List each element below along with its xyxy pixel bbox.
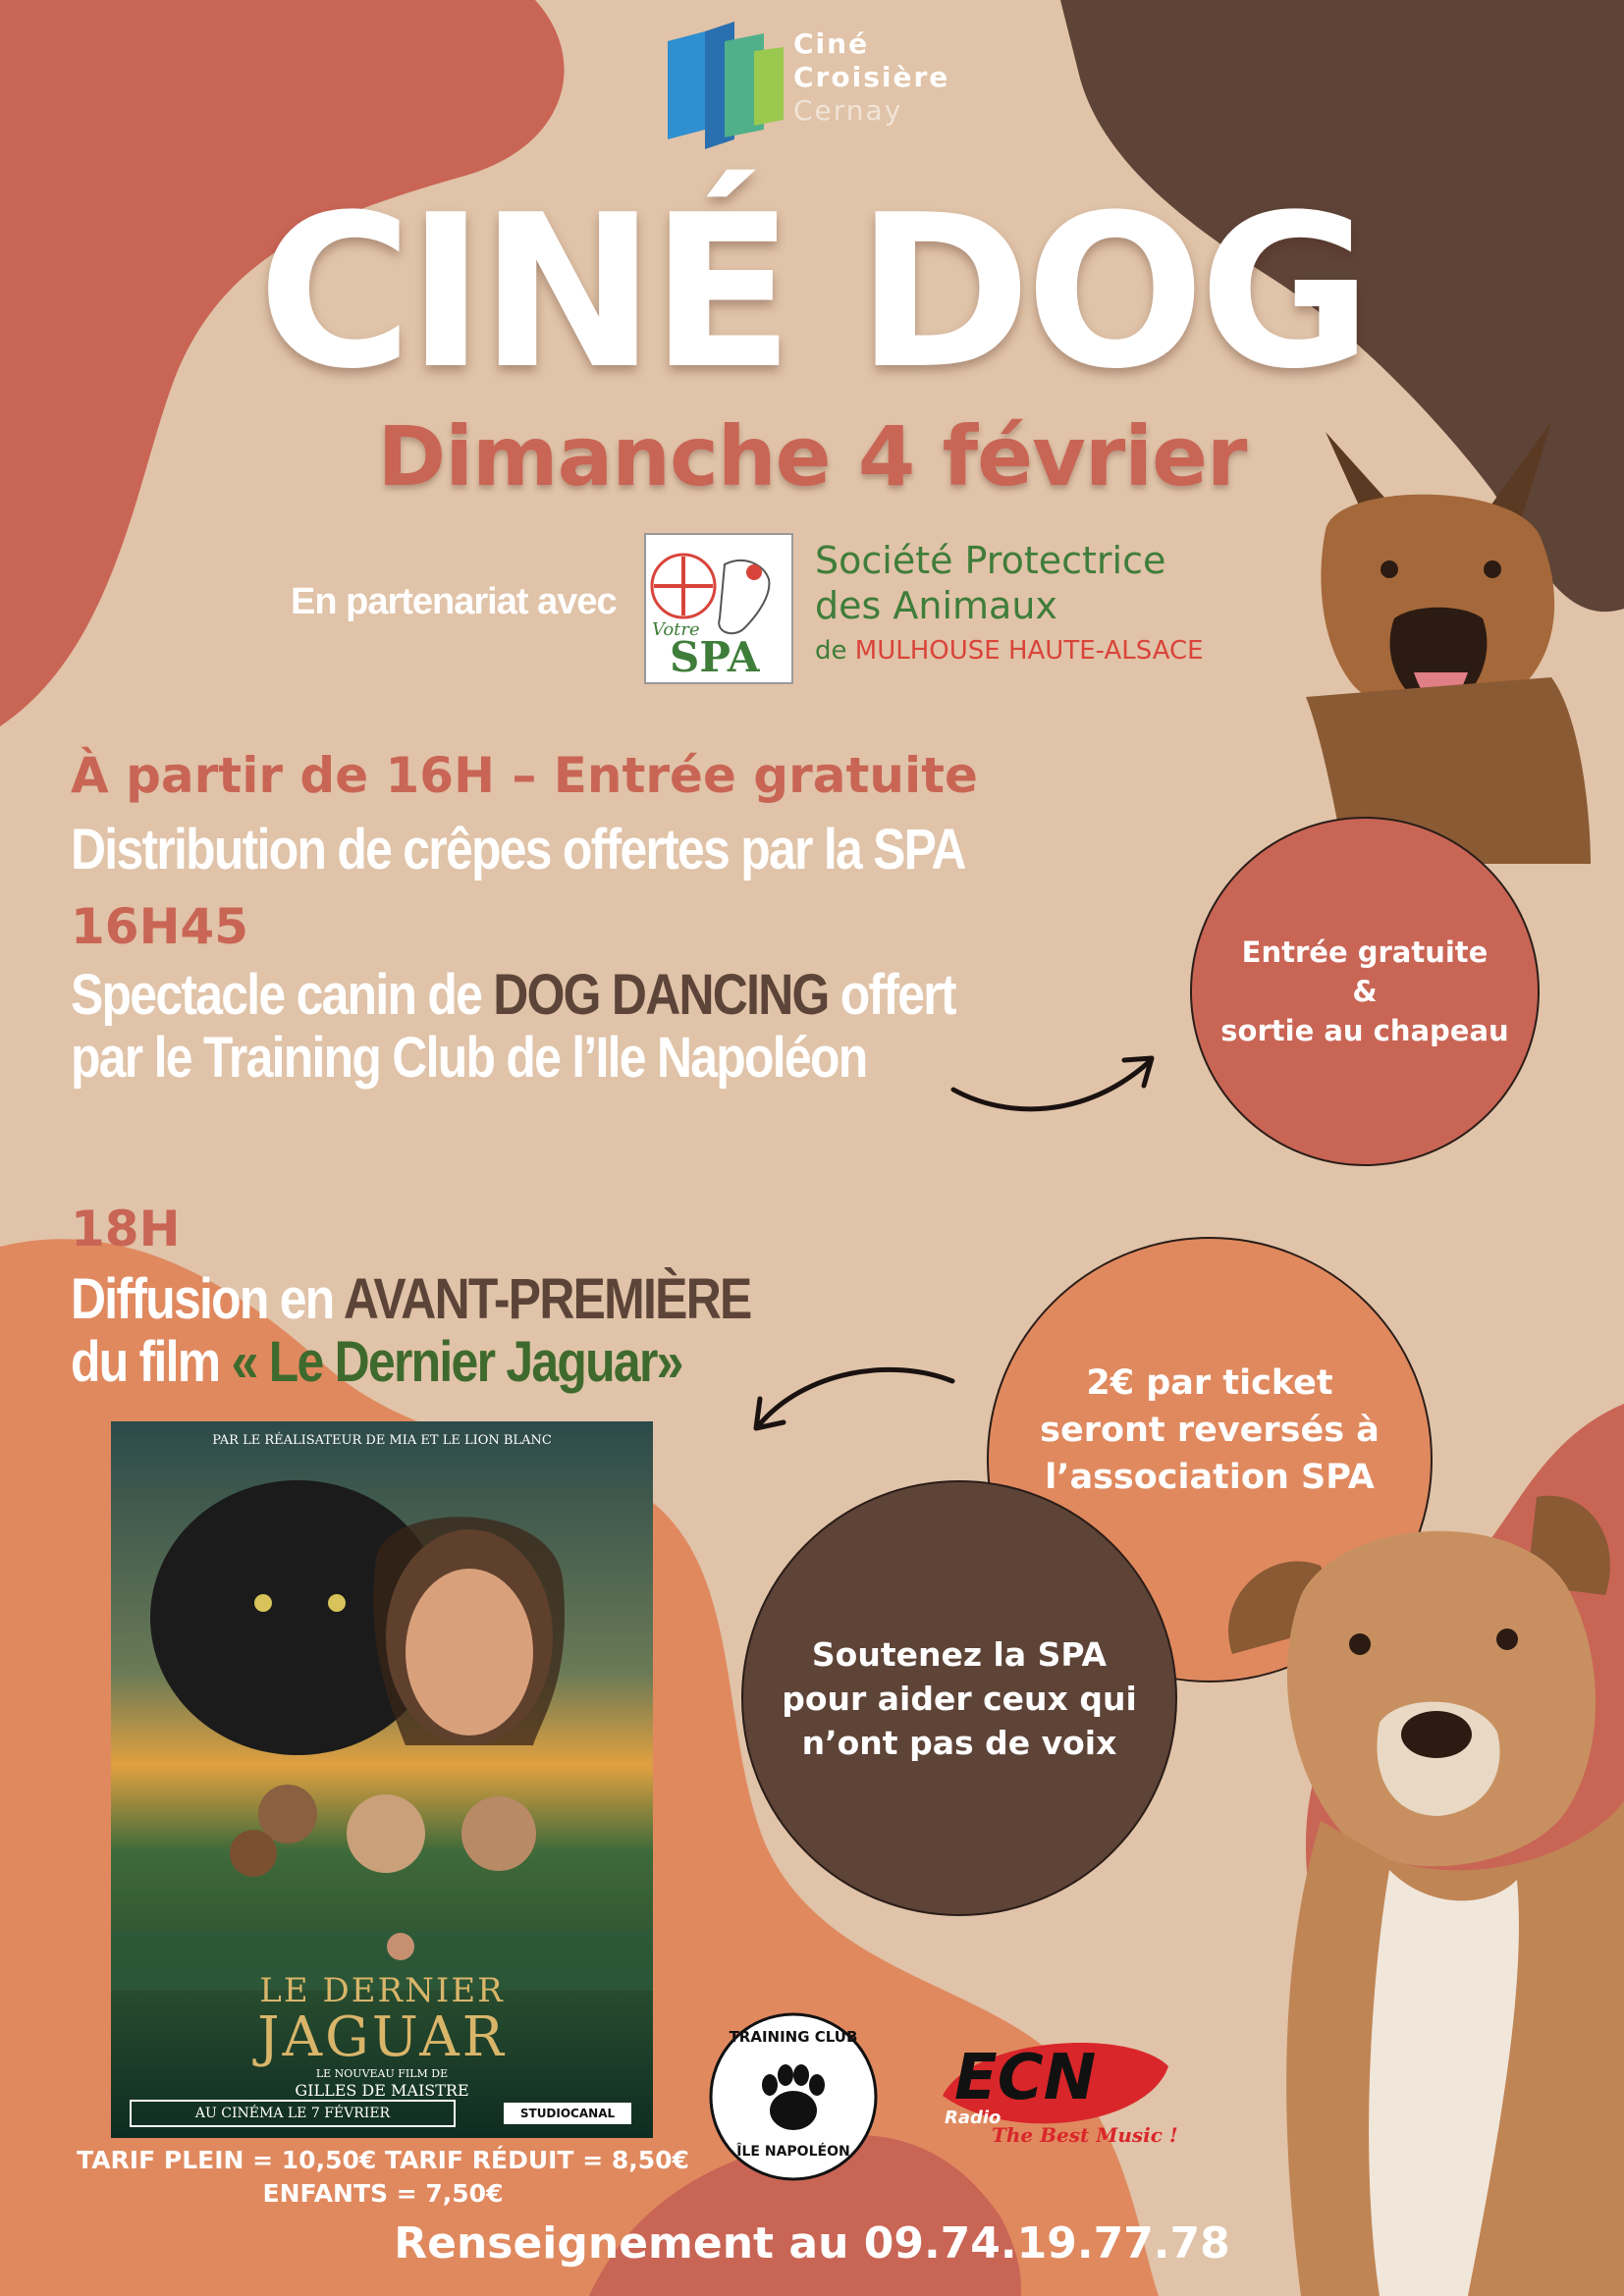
schedule-time-3: 18H <box>71 1201 181 1257</box>
support-line-3: n’ont pas de voix <box>801 1723 1117 1762</box>
spa-logo-spa: SPA <box>670 633 760 681</box>
curved-arrow-left-icon <box>746 1360 962 1438</box>
free-entry-line-3: sortie au chapeau <box>1220 1014 1509 1047</box>
poster-tagline: PAR LE RÉALISATEUR DE MIA ET LE LION BLANC <box>212 1433 552 1448</box>
training-club-logo <box>709 2012 878 2181</box>
film-poster <box>111 1421 653 2138</box>
spa-city <box>815 636 1204 666</box>
logo-line-1: Ciné <box>793 27 870 60</box>
schedule-desc-1: Distribution de crêpes offertes par la SPA <box>71 818 965 881</box>
poster-studio: STUDIOCANAL <box>519 2107 616 2120</box>
schedule-desc-3-line-2 <box>71 1331 682 1394</box>
schedule-time-1: À partir de 16H – Entrée gratuite <box>71 747 978 804</box>
ecn-radio: Radio <box>945 2108 1001 2128</box>
support-line-2: pour aider ceux qui <box>782 1679 1137 1718</box>
ticket-line-2: seront reversés à <box>1040 1411 1380 1450</box>
schedule-desc-2a: Spectacle canin de <box>71 963 494 1027</box>
ecn-slogan: The Best Music ! <box>992 2123 1178 2147</box>
curved-arrow-right-icon <box>947 1041 1164 1119</box>
spa-logo <box>644 533 793 684</box>
logo-line-3: Cernay <box>793 94 903 127</box>
partner-label: En partenariat avec <box>291 581 617 622</box>
schedule-desc-2-line-1 <box>71 964 955 1027</box>
schedule-desc-3-line-1 <box>71 1268 751 1331</box>
event-date: Dimanche 4 février <box>377 408 1247 505</box>
ticket-line-3: l’association SPA <box>1045 1458 1375 1497</box>
schedule-desc-3a: Diffusion en <box>71 1267 344 1331</box>
event-title: CINÉ DOG <box>257 169 1367 415</box>
price-list <box>59 2144 707 2211</box>
poster-release-date: AU CINÉMA LE 7 FÉVRIER <box>194 2106 391 2121</box>
support-line-1: Soutenez la SPA <box>811 1634 1108 1674</box>
avant-premiere-highlight: AVANT-PREMIÈRE <box>343 1267 751 1331</box>
staffordshire-dog-image <box>1193 1477 1624 2296</box>
film-title-highlight: « Le Dernier Jaguar» <box>231 1330 682 1394</box>
free-entry-line-1: Entrée gratuite <box>1241 935 1489 969</box>
free-entry-circle <box>1190 817 1540 1166</box>
dog-dancing-highlight: DOG DANCING <box>493 963 829 1027</box>
training-club-top: TRAINING CLUB <box>729 2028 858 2046</box>
ecn-radio-logo <box>933 2017 1178 2164</box>
schedule-time-2: 16H45 <box>71 898 249 955</box>
spa-city-prefix: de <box>815 636 847 666</box>
spa-city-name: MULHOUSE HAUTE-ALSACE <box>854 636 1204 666</box>
spa-name-line-1: Société Protectrice <box>815 539 1166 582</box>
cinema-logo-text <box>793 27 949 128</box>
malinois-dog-image <box>1267 422 1600 864</box>
schedule-desc-2c: offert <box>828 963 955 1027</box>
logo-line-2: Croisière <box>793 61 950 93</box>
spa-name-line-2: des Animaux <box>815 584 1057 627</box>
schedule-desc-2-line-2: par le Training Club de l’Ile Napoléon <box>71 1026 867 1090</box>
support-spa-circle <box>741 1480 1177 1916</box>
spa-logo-votre: Votre <box>652 619 700 640</box>
spa-name <box>815 538 1165 628</box>
training-club-bottom: ÎLE NAPOLÉON <box>736 2144 850 2160</box>
poster-subtitle-line-1: LE NOUVEAU FILM DE <box>315 2067 449 2080</box>
poster-title-line-2: JAGUAR <box>257 2005 507 2069</box>
ticket-line-1: 2€ par ticket <box>1086 1363 1333 1403</box>
poster-title-line-1: LE DERNIER <box>259 1971 505 2010</box>
ecn-name: ECN <box>954 2042 1097 2114</box>
poster-subtitle-line-2: GILLES DE MAISTRE <box>295 2081 469 2100</box>
price-line-1: TARIF PLEIN = 10,50€ TARIF RÉDUIT = 8,50€ <box>77 2146 689 2174</box>
schedule-desc-3-line2a: du film <box>71 1330 232 1394</box>
contact-info: Renseignement au 09.74.19.77.78 <box>394 2218 1230 2269</box>
free-entry-line-2: & <box>1352 975 1378 1008</box>
price-line-2: ENFANTS = 7,50€ <box>262 2179 504 2208</box>
